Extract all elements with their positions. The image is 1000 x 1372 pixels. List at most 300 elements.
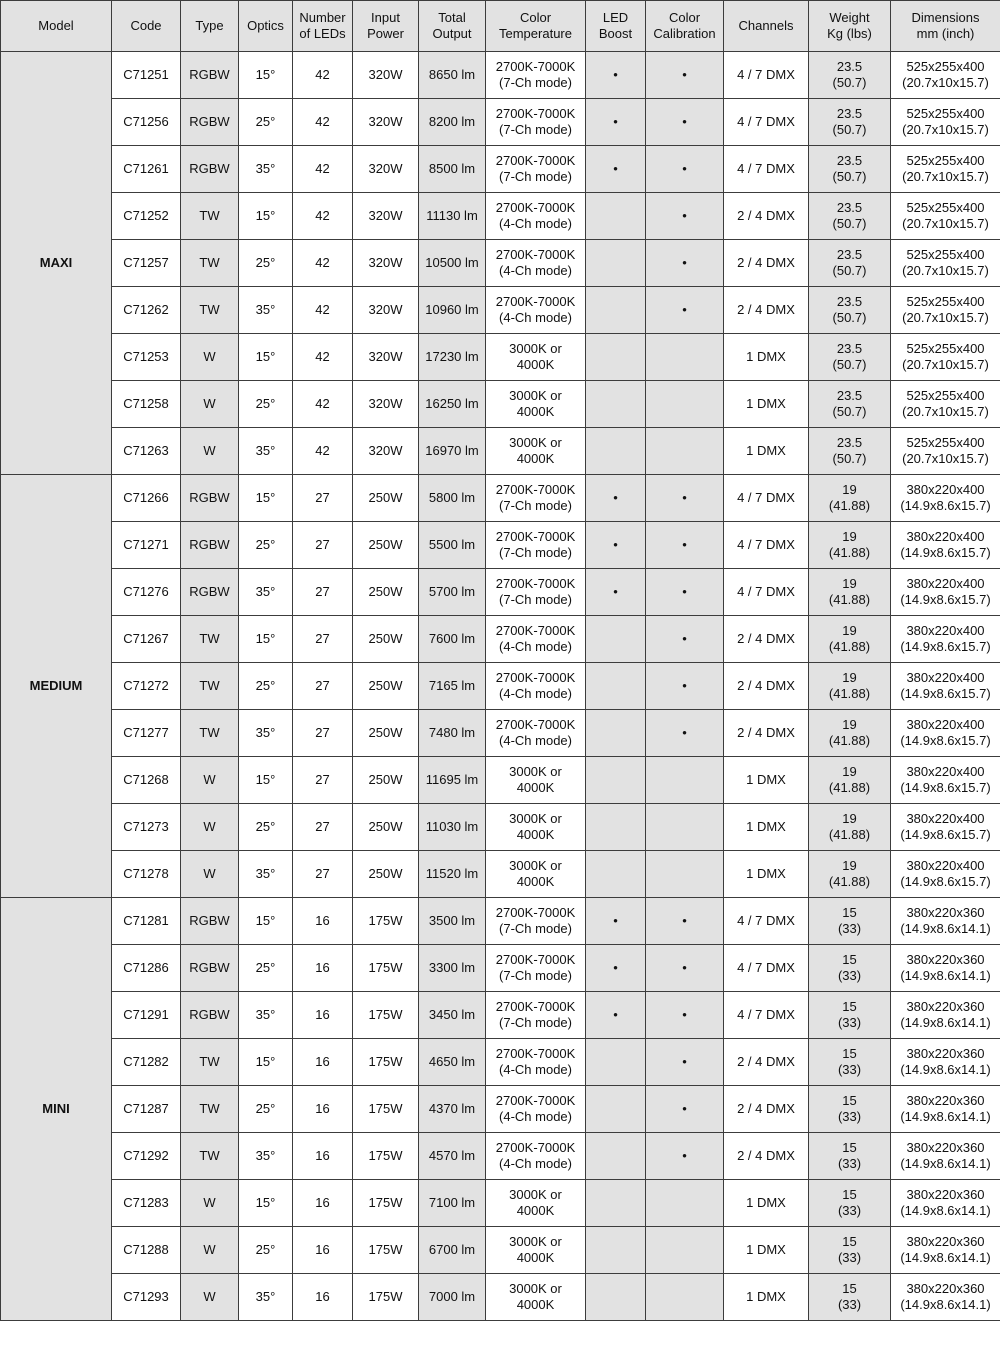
color-calibration-cell bbox=[646, 851, 724, 898]
led-boost-cell bbox=[586, 381, 646, 428]
led-boost-cell: • bbox=[586, 475, 646, 522]
header-model: Model bbox=[1, 1, 112, 52]
total-output-cell: 8200 lm bbox=[419, 99, 486, 146]
color-calibration-cell bbox=[646, 804, 724, 851]
input-power-cell: 320W bbox=[353, 52, 419, 99]
optics-cell: 15° bbox=[239, 616, 293, 663]
total-output-cell: 11130 lm bbox=[419, 193, 486, 240]
total-output-cell: 4570 lm bbox=[419, 1133, 486, 1180]
channels-cell: 2 / 4 DMX bbox=[724, 1039, 809, 1086]
color-temperature-cell: 3000K or 4000K bbox=[486, 1180, 586, 1227]
color-temperature-cell: 2700K-7000K (4-Ch mode) bbox=[486, 663, 586, 710]
type-cell: RGBW bbox=[181, 992, 239, 1039]
number-of-leds-cell: 42 bbox=[293, 99, 353, 146]
input-power-cell: 320W bbox=[353, 99, 419, 146]
optics-cell: 35° bbox=[239, 992, 293, 1039]
table-row bbox=[1, 710, 1000, 757]
optics-cell: 25° bbox=[239, 804, 293, 851]
header-weight: Weight Kg (lbs) bbox=[809, 1, 891, 52]
total-output-cell: 3450 lm bbox=[419, 992, 486, 1039]
channels-cell: 1 DMX bbox=[724, 1180, 809, 1227]
header-row bbox=[1, 1, 1000, 52]
total-output-cell: 8650 lm bbox=[419, 52, 486, 99]
led-boost-cell bbox=[586, 710, 646, 757]
code-cell: C71257 bbox=[112, 240, 181, 287]
optics-cell: 25° bbox=[239, 1086, 293, 1133]
total-output-cell: 16970 lm bbox=[419, 428, 486, 475]
color-calibration-cell: • bbox=[646, 569, 724, 616]
type-cell: TW bbox=[181, 1133, 239, 1180]
optics-cell: 25° bbox=[239, 1227, 293, 1274]
weight-cell: 23.5 (50.7) bbox=[809, 52, 891, 99]
code-cell: C71277 bbox=[112, 710, 181, 757]
dimensions-cell: 525x255x400 (20.7x10x15.7) bbox=[891, 52, 1000, 99]
weight-cell: 19 (41.88) bbox=[809, 475, 891, 522]
total-output-cell: 11520 lm bbox=[419, 851, 486, 898]
type-cell: TW bbox=[181, 1086, 239, 1133]
color-calibration-cell: • bbox=[646, 945, 724, 992]
input-power-cell: 175W bbox=[353, 1274, 419, 1321]
input-power-cell: 250W bbox=[353, 757, 419, 804]
optics-cell: 15° bbox=[239, 898, 293, 945]
table-row bbox=[1, 522, 1000, 569]
led-boost-cell bbox=[586, 1274, 646, 1321]
optics-cell: 25° bbox=[239, 240, 293, 287]
total-output-cell: 4370 lm bbox=[419, 1086, 486, 1133]
dimensions-cell: 525x255x400 (20.7x10x15.7) bbox=[891, 99, 1000, 146]
input-power-cell: 320W bbox=[353, 193, 419, 240]
type-cell: RGBW bbox=[181, 522, 239, 569]
table-row bbox=[1, 287, 1000, 334]
optics-cell: 35° bbox=[239, 146, 293, 193]
dimensions-cell: 380x220x360 (14.9x8.6x14.1) bbox=[891, 1039, 1000, 1086]
header-code: Code bbox=[112, 1, 181, 52]
header-color-calibration: Color Calibration bbox=[646, 1, 724, 52]
channels-cell: 4 / 7 DMX bbox=[724, 992, 809, 1039]
led-boost-cell bbox=[586, 663, 646, 710]
total-output-cell: 10500 lm bbox=[419, 240, 486, 287]
color-calibration-cell: • bbox=[646, 1039, 724, 1086]
color-temperature-cell: 3000K or 4000K bbox=[486, 1227, 586, 1274]
color-calibration-cell: • bbox=[646, 898, 724, 945]
dimensions-cell: 380x220x400 (14.9x8.6x15.7) bbox=[891, 851, 1000, 898]
optics-cell: 15° bbox=[239, 1039, 293, 1086]
channels-cell: 1 DMX bbox=[724, 757, 809, 804]
weight-cell: 23.5 (50.7) bbox=[809, 99, 891, 146]
model-name-cell: MAXI bbox=[1, 52, 112, 475]
color-temperature-cell: 2700K-7000K (4-Ch mode) bbox=[486, 1039, 586, 1086]
total-output-cell: 17230 lm bbox=[419, 334, 486, 381]
led-boost-cell bbox=[586, 616, 646, 663]
table-row bbox=[1, 1133, 1000, 1180]
table-row bbox=[1, 193, 1000, 240]
led-boost-cell bbox=[586, 193, 646, 240]
color-calibration-cell bbox=[646, 1274, 724, 1321]
color-calibration-cell: • bbox=[646, 287, 724, 334]
type-cell: W bbox=[181, 334, 239, 381]
optics-cell: 35° bbox=[239, 428, 293, 475]
number-of-leds-cell: 27 bbox=[293, 616, 353, 663]
type-cell: TW bbox=[181, 193, 239, 240]
channels-cell: 1 DMX bbox=[724, 851, 809, 898]
number-of-leds-cell: 42 bbox=[293, 428, 353, 475]
dimensions-cell: 380x220x360 (14.9x8.6x14.1) bbox=[891, 1180, 1000, 1227]
input-power-cell: 175W bbox=[353, 945, 419, 992]
number-of-leds-cell: 16 bbox=[293, 898, 353, 945]
dimensions-cell: 380x220x360 (14.9x8.6x14.1) bbox=[891, 1274, 1000, 1321]
input-power-cell: 320W bbox=[353, 334, 419, 381]
code-cell: C71282 bbox=[112, 1039, 181, 1086]
weight-cell: 19 (41.88) bbox=[809, 851, 891, 898]
code-cell: C71252 bbox=[112, 193, 181, 240]
dimensions-cell: 380x220x360 (14.9x8.6x14.1) bbox=[891, 945, 1000, 992]
code-cell: C71251 bbox=[112, 52, 181, 99]
color-temperature-cell: 2700K-7000K (7-Ch mode) bbox=[486, 99, 586, 146]
input-power-cell: 175W bbox=[353, 1133, 419, 1180]
table-row bbox=[1, 99, 1000, 146]
optics-cell: 35° bbox=[239, 710, 293, 757]
optics-cell: 25° bbox=[239, 381, 293, 428]
optics-cell: 35° bbox=[239, 569, 293, 616]
code-cell: C71263 bbox=[112, 428, 181, 475]
code-cell: C71271 bbox=[112, 522, 181, 569]
color-temperature-cell: 3000K or 4000K bbox=[486, 381, 586, 428]
table-row bbox=[1, 757, 1000, 804]
number-of-leds-cell: 42 bbox=[293, 334, 353, 381]
weight-cell: 19 (41.88) bbox=[809, 757, 891, 804]
code-cell: C71276 bbox=[112, 569, 181, 616]
code-cell: C71261 bbox=[112, 146, 181, 193]
code-cell: C71272 bbox=[112, 663, 181, 710]
number-of-leds-cell: 42 bbox=[293, 240, 353, 287]
type-cell: TW bbox=[181, 240, 239, 287]
channels-cell: 1 DMX bbox=[724, 1227, 809, 1274]
color-temperature-cell: 2700K-7000K (4-Ch mode) bbox=[486, 240, 586, 287]
total-output-cell: 8500 lm bbox=[419, 146, 486, 193]
channels-cell: 4 / 7 DMX bbox=[724, 569, 809, 616]
type-cell: RGBW bbox=[181, 898, 239, 945]
code-cell: C71266 bbox=[112, 475, 181, 522]
total-output-cell: 6700 lm bbox=[419, 1227, 486, 1274]
channels-cell: 4 / 7 DMX bbox=[724, 898, 809, 945]
optics-cell: 25° bbox=[239, 663, 293, 710]
channels-cell: 1 DMX bbox=[724, 381, 809, 428]
dimensions-cell: 380x220x360 (14.9x8.6x14.1) bbox=[891, 898, 1000, 945]
total-output-cell: 11695 lm bbox=[419, 757, 486, 804]
table-row bbox=[1, 52, 1000, 99]
dimensions-cell: 525x255x400 (20.7x10x15.7) bbox=[891, 240, 1000, 287]
channels-cell: 2 / 4 DMX bbox=[724, 240, 809, 287]
channels-cell: 2 / 4 DMX bbox=[724, 663, 809, 710]
color-calibration-cell: • bbox=[646, 99, 724, 146]
weight-cell: 23.5 (50.7) bbox=[809, 381, 891, 428]
weight-cell: 15 (33) bbox=[809, 1039, 891, 1086]
optics-cell: 25° bbox=[239, 522, 293, 569]
channels-cell: 4 / 7 DMX bbox=[724, 522, 809, 569]
input-power-cell: 320W bbox=[353, 428, 419, 475]
input-power-cell: 175W bbox=[353, 1039, 419, 1086]
color-temperature-cell: 2700K-7000K (4-Ch mode) bbox=[486, 1133, 586, 1180]
channels-cell: 1 DMX bbox=[724, 804, 809, 851]
weight-cell: 15 (33) bbox=[809, 992, 891, 1039]
table-row bbox=[1, 146, 1000, 193]
number-of-leds-cell: 16 bbox=[293, 1180, 353, 1227]
color-temperature-cell: 2700K-7000K (7-Ch mode) bbox=[486, 146, 586, 193]
dimensions-cell: 380x220x360 (14.9x8.6x14.1) bbox=[891, 992, 1000, 1039]
weight-cell: 23.5 (50.7) bbox=[809, 146, 891, 193]
type-cell: W bbox=[181, 1180, 239, 1227]
color-calibration-cell: • bbox=[646, 475, 724, 522]
color-temperature-cell: 3000K or 4000K bbox=[486, 1274, 586, 1321]
dimensions-cell: 525x255x400 (20.7x10x15.7) bbox=[891, 193, 1000, 240]
input-power-cell: 250W bbox=[353, 616, 419, 663]
color-calibration-cell bbox=[646, 381, 724, 428]
weight-cell: 15 (33) bbox=[809, 898, 891, 945]
input-power-cell: 250W bbox=[353, 804, 419, 851]
total-output-cell: 4650 lm bbox=[419, 1039, 486, 1086]
weight-cell: 19 (41.88) bbox=[809, 663, 891, 710]
type-cell: TW bbox=[181, 287, 239, 334]
model-name-cell: MEDIUM bbox=[1, 475, 112, 898]
input-power-cell: 250W bbox=[353, 663, 419, 710]
total-output-cell: 7165 lm bbox=[419, 663, 486, 710]
type-cell: TW bbox=[181, 663, 239, 710]
weight-cell: 19 (41.88) bbox=[809, 616, 891, 663]
table-row bbox=[1, 240, 1000, 287]
header-total-output: Total Output bbox=[419, 1, 486, 52]
table-row bbox=[1, 616, 1000, 663]
number-of-leds-cell: 42 bbox=[293, 52, 353, 99]
led-boost-cell: • bbox=[586, 945, 646, 992]
weight-cell: 15 (33) bbox=[809, 1086, 891, 1133]
led-boost-cell bbox=[586, 1039, 646, 1086]
dimensions-cell: 380x220x400 (14.9x8.6x15.7) bbox=[891, 616, 1000, 663]
color-calibration-cell: • bbox=[646, 522, 724, 569]
number-of-leds-cell: 16 bbox=[293, 992, 353, 1039]
color-calibration-cell: • bbox=[646, 710, 724, 757]
channels-cell: 1 DMX bbox=[724, 428, 809, 475]
type-cell: W bbox=[181, 1227, 239, 1274]
color-temperature-cell: 2700K-7000K (7-Ch mode) bbox=[486, 522, 586, 569]
weight-cell: 19 (41.88) bbox=[809, 569, 891, 616]
total-output-cell: 3500 lm bbox=[419, 898, 486, 945]
header-input-power: Input Power bbox=[353, 1, 419, 52]
dimensions-cell: 525x255x400 (20.7x10x15.7) bbox=[891, 287, 1000, 334]
input-power-cell: 175W bbox=[353, 1227, 419, 1274]
code-cell: C71267 bbox=[112, 616, 181, 663]
table-row bbox=[1, 381, 1000, 428]
code-cell: C71288 bbox=[112, 1227, 181, 1274]
dimensions-cell: 380x220x400 (14.9x8.6x15.7) bbox=[891, 663, 1000, 710]
color-calibration-cell: • bbox=[646, 52, 724, 99]
led-boost-cell: • bbox=[586, 992, 646, 1039]
header-channels: Channels bbox=[724, 1, 809, 52]
channels-cell: 2 / 4 DMX bbox=[724, 710, 809, 757]
dimensions-cell: 380x220x360 (14.9x8.6x14.1) bbox=[891, 1086, 1000, 1133]
led-boost-cell bbox=[586, 1180, 646, 1227]
dimensions-cell: 525x255x400 (20.7x10x15.7) bbox=[891, 428, 1000, 475]
weight-cell: 19 (41.88) bbox=[809, 522, 891, 569]
type-cell: RGBW bbox=[181, 146, 239, 193]
channels-cell: 2 / 4 DMX bbox=[724, 287, 809, 334]
number-of-leds-cell: 16 bbox=[293, 1039, 353, 1086]
code-cell: C71291 bbox=[112, 992, 181, 1039]
type-cell: W bbox=[181, 1274, 239, 1321]
number-of-leds-cell: 16 bbox=[293, 1227, 353, 1274]
led-boost-cell bbox=[586, 1133, 646, 1180]
number-of-leds-cell: 42 bbox=[293, 287, 353, 334]
input-power-cell: 175W bbox=[353, 1086, 419, 1133]
number-of-leds-cell: 27 bbox=[293, 569, 353, 616]
type-cell: W bbox=[181, 381, 239, 428]
color-temperature-cell: 2700K-7000K (4-Ch mode) bbox=[486, 193, 586, 240]
total-output-cell: 5700 lm bbox=[419, 569, 486, 616]
led-boost-cell: • bbox=[586, 522, 646, 569]
input-power-cell: 175W bbox=[353, 1180, 419, 1227]
type-cell: RGBW bbox=[181, 945, 239, 992]
code-cell: C71258 bbox=[112, 381, 181, 428]
table-row bbox=[1, 663, 1000, 710]
weight-cell: 15 (33) bbox=[809, 1133, 891, 1180]
optics-cell: 15° bbox=[239, 475, 293, 522]
table-row bbox=[1, 992, 1000, 1039]
input-power-cell: 250W bbox=[353, 851, 419, 898]
dimensions-cell: 525x255x400 (20.7x10x15.7) bbox=[891, 146, 1000, 193]
led-boost-cell bbox=[586, 1086, 646, 1133]
input-power-cell: 250W bbox=[353, 475, 419, 522]
color-calibration-cell: • bbox=[646, 992, 724, 1039]
table-header bbox=[1, 1, 1000, 52]
led-boost-cell: • bbox=[586, 52, 646, 99]
input-power-cell: 250W bbox=[353, 522, 419, 569]
optics-cell: 35° bbox=[239, 851, 293, 898]
optics-cell: 25° bbox=[239, 99, 293, 146]
led-boost-cell: • bbox=[586, 99, 646, 146]
number-of-leds-cell: 27 bbox=[293, 710, 353, 757]
total-output-cell: 7000 lm bbox=[419, 1274, 486, 1321]
table-row bbox=[1, 1227, 1000, 1274]
table-row bbox=[1, 804, 1000, 851]
weight-cell: 15 (33) bbox=[809, 1180, 891, 1227]
code-cell: C71293 bbox=[112, 1274, 181, 1321]
optics-cell: 15° bbox=[239, 757, 293, 804]
channels-cell: 2 / 4 DMX bbox=[724, 1133, 809, 1180]
code-cell: C71292 bbox=[112, 1133, 181, 1180]
weight-cell: 23.5 (50.7) bbox=[809, 193, 891, 240]
color-temperature-cell: 2700K-7000K (7-Ch mode) bbox=[486, 945, 586, 992]
number-of-leds-cell: 16 bbox=[293, 945, 353, 992]
color-calibration-cell bbox=[646, 428, 724, 475]
input-power-cell: 250W bbox=[353, 710, 419, 757]
color-calibration-cell: • bbox=[646, 193, 724, 240]
dimensions-cell: 380x220x400 (14.9x8.6x15.7) bbox=[891, 710, 1000, 757]
color-calibration-cell: • bbox=[646, 146, 724, 193]
code-cell: C71262 bbox=[112, 287, 181, 334]
color-temperature-cell: 3000K or 4000K bbox=[486, 334, 586, 381]
channels-cell: 2 / 4 DMX bbox=[724, 193, 809, 240]
color-calibration-cell bbox=[646, 757, 724, 804]
total-output-cell: 16250 lm bbox=[419, 381, 486, 428]
total-output-cell: 5500 lm bbox=[419, 522, 486, 569]
input-power-cell: 320W bbox=[353, 381, 419, 428]
code-cell: C71286 bbox=[112, 945, 181, 992]
type-cell: TW bbox=[181, 710, 239, 757]
dimensions-cell: 525x255x400 (20.7x10x15.7) bbox=[891, 381, 1000, 428]
dimensions-cell: 380x220x360 (14.9x8.6x14.1) bbox=[891, 1133, 1000, 1180]
code-cell: C71268 bbox=[112, 757, 181, 804]
color-temperature-cell: 3000K or 4000K bbox=[486, 757, 586, 804]
channels-cell: 4 / 7 DMX bbox=[724, 945, 809, 992]
dimensions-cell: 380x220x360 (14.9x8.6x14.1) bbox=[891, 1227, 1000, 1274]
code-cell: C71278 bbox=[112, 851, 181, 898]
number-of-leds-cell: 42 bbox=[293, 381, 353, 428]
color-temperature-cell: 2700K-7000K (4-Ch mode) bbox=[486, 287, 586, 334]
table-row bbox=[1, 945, 1000, 992]
type-cell: RGBW bbox=[181, 475, 239, 522]
table-row bbox=[1, 475, 1000, 522]
optics-cell: 15° bbox=[239, 193, 293, 240]
type-cell: W bbox=[181, 757, 239, 804]
table-row bbox=[1, 1180, 1000, 1227]
color-temperature-cell: 2700K-7000K (4-Ch mode) bbox=[486, 1086, 586, 1133]
input-power-cell: 320W bbox=[353, 146, 419, 193]
weight-cell: 23.5 (50.7) bbox=[809, 334, 891, 381]
header-number-of-leds: Number of LEDs bbox=[293, 1, 353, 52]
color-temperature-cell: 3000K or 4000K bbox=[486, 804, 586, 851]
code-cell: C71256 bbox=[112, 99, 181, 146]
color-temperature-cell: 2700K-7000K (7-Ch mode) bbox=[486, 992, 586, 1039]
header-color-temperature: Color Temperature bbox=[486, 1, 586, 52]
dimensions-cell: 380x220x400 (14.9x8.6x15.7) bbox=[891, 569, 1000, 616]
table-row bbox=[1, 1039, 1000, 1086]
channels-cell: 4 / 7 DMX bbox=[724, 475, 809, 522]
table-row bbox=[1, 851, 1000, 898]
led-boost-cell bbox=[586, 804, 646, 851]
led-boost-cell bbox=[586, 851, 646, 898]
total-output-cell: 7480 lm bbox=[419, 710, 486, 757]
color-temperature-cell: 2700K-7000K (7-Ch mode) bbox=[486, 52, 586, 99]
weight-cell: 19 (41.88) bbox=[809, 804, 891, 851]
code-cell: C71253 bbox=[112, 334, 181, 381]
led-boost-cell bbox=[586, 240, 646, 287]
led-boost-cell bbox=[586, 757, 646, 804]
total-output-cell: 10960 lm bbox=[419, 287, 486, 334]
color-calibration-cell bbox=[646, 1227, 724, 1274]
optics-cell: 35° bbox=[239, 1133, 293, 1180]
color-calibration-cell: • bbox=[646, 663, 724, 710]
type-cell: RGBW bbox=[181, 52, 239, 99]
optics-cell: 15° bbox=[239, 1180, 293, 1227]
code-cell: C71281 bbox=[112, 898, 181, 945]
channels-cell: 1 DMX bbox=[724, 1274, 809, 1321]
led-boost-cell bbox=[586, 287, 646, 334]
color-temperature-cell: 2700K-7000K (4-Ch mode) bbox=[486, 616, 586, 663]
dimensions-cell: 380x220x400 (14.9x8.6x15.7) bbox=[891, 757, 1000, 804]
number-of-leds-cell: 27 bbox=[293, 522, 353, 569]
table-body bbox=[1, 52, 1000, 1321]
weight-cell: 23.5 (50.7) bbox=[809, 287, 891, 334]
channels-cell: 1 DMX bbox=[724, 334, 809, 381]
channels-cell: 2 / 4 DMX bbox=[724, 616, 809, 663]
type-cell: W bbox=[181, 851, 239, 898]
number-of-leds-cell: 27 bbox=[293, 757, 353, 804]
led-boost-cell bbox=[586, 1227, 646, 1274]
number-of-leds-cell: 27 bbox=[293, 475, 353, 522]
type-cell: W bbox=[181, 804, 239, 851]
number-of-leds-cell: 42 bbox=[293, 146, 353, 193]
type-cell: RGBW bbox=[181, 99, 239, 146]
number-of-leds-cell: 27 bbox=[293, 663, 353, 710]
